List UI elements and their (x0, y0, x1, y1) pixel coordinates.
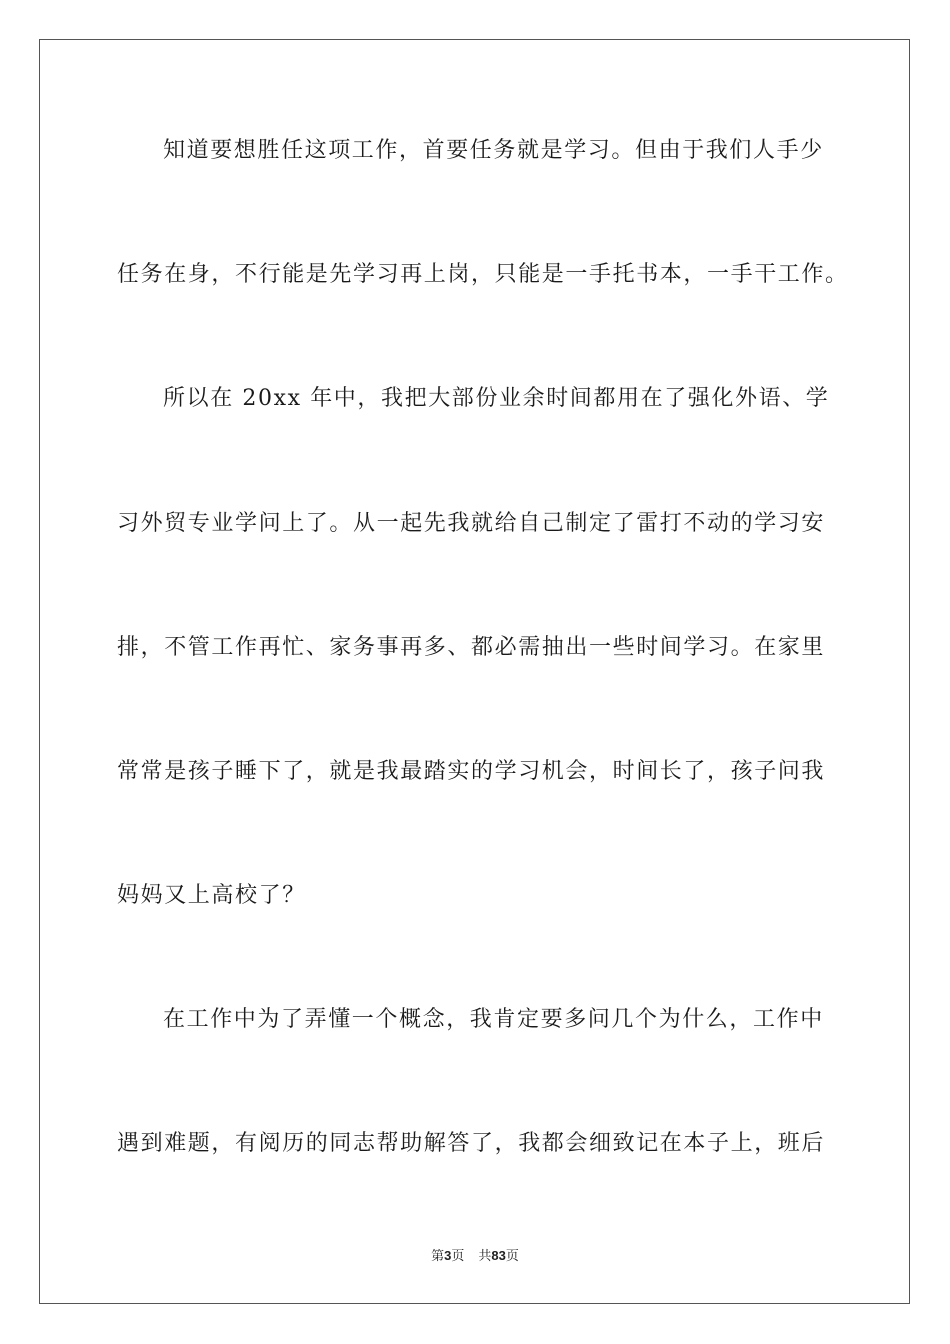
paragraph-line-1: 知道要想胜任这项工作，首要任务就是学习。但由于我们人手少 (163, 138, 824, 163)
page-number: 3 (444, 1248, 452, 1263)
total-suffix: 页 (505, 1249, 519, 1264)
paragraph-line-4: 习外贸专业学问上了。从一起先我就给自己制定了雷打不动的学习安 (117, 511, 826, 536)
paragraph-line-8: 在工作中为了弄懂一个概念，我肯定要多问几个为什么，工作中 (163, 1007, 824, 1032)
total-prefix: 共 (478, 1249, 492, 1264)
paragraph-line-2: 任务在身，不行能是先学习再上岗，只能是一手托书本，一手干工作。 (117, 262, 849, 287)
page-footer (0, 1247, 950, 1266)
page-suffix: 页 (451, 1249, 465, 1264)
page-prefix: 第 (431, 1249, 445, 1264)
paragraph-line-3: 所以在 20xx 年中，我把大部份业余时间都用在了强化外语、学 (163, 386, 830, 411)
paragraph-line-5: 排，不管工作再忙、家务事再多、都必需抽出一些时间学习。在家里 (117, 635, 826, 660)
total-pages: 83 (491, 1248, 506, 1263)
paragraph-line-7: 妈妈又上高校了？ (117, 883, 306, 908)
page-border (39, 39, 910, 1304)
paragraph-line-6: 常常是孩子睡下了，就是我最踏实的学习机会，时间长了，孩子问我 (117, 759, 826, 784)
paragraph-line-9: 遇到难题，有阅历的同志帮助解答了，我都会细致记在本子上，班后 (117, 1131, 826, 1156)
